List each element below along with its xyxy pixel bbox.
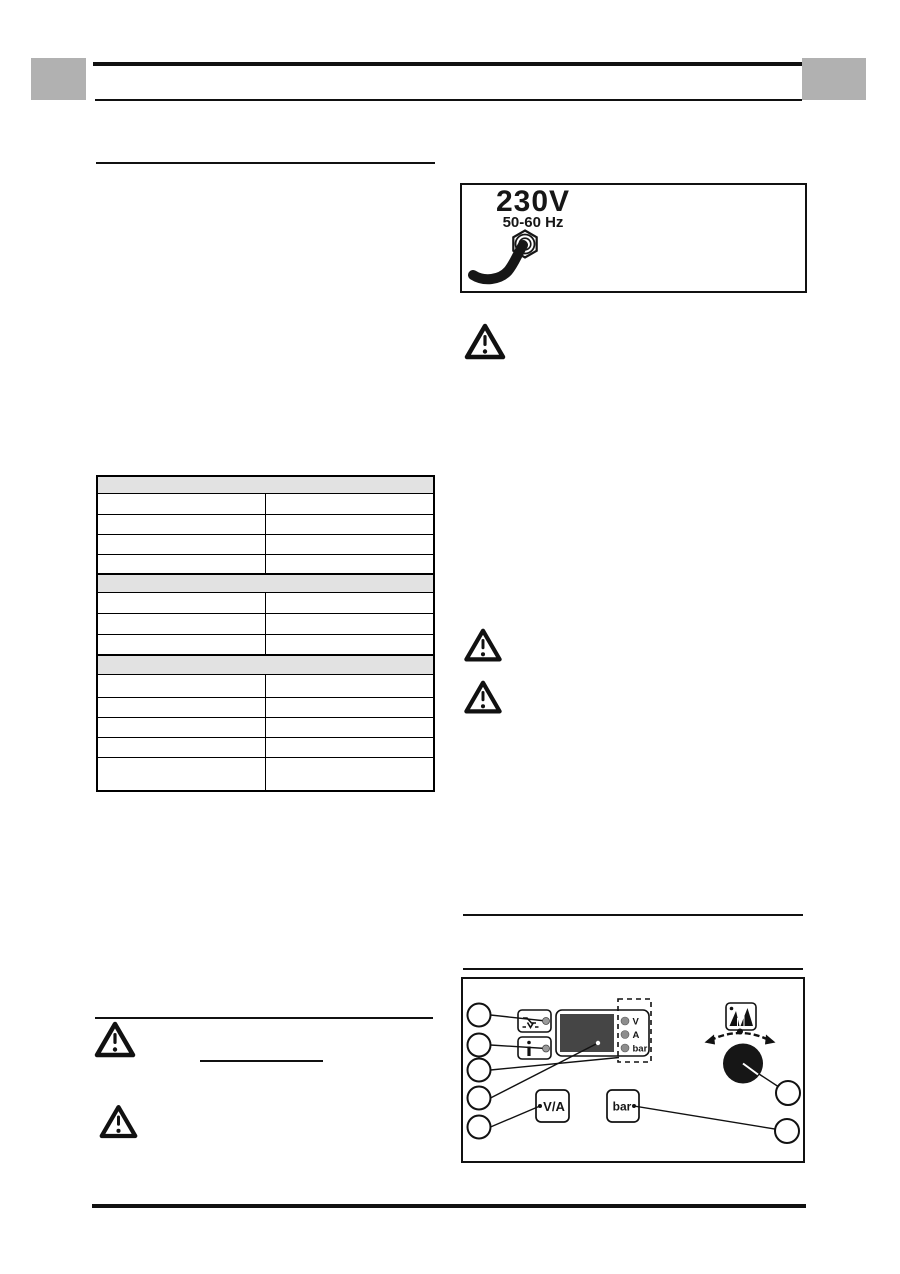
table-section-header [98, 573, 433, 592]
table-row [98, 674, 433, 697]
callout-circle-7 [775, 1119, 799, 1143]
technical-data-table [96, 475, 435, 792]
header-rule-thick [93, 62, 802, 66]
warning-icon [462, 627, 504, 664]
callout-circle-2 [468, 1034, 491, 1057]
display-screen [560, 1014, 614, 1052]
header-rule-thin [95, 99, 802, 101]
table-row [98, 737, 433, 757]
section-title-underline [96, 162, 435, 164]
table-row [98, 514, 433, 534]
section-title-underline [463, 914, 803, 916]
callout-circle-3 [468, 1059, 491, 1082]
screen-callout-dot [596, 1041, 600, 1045]
mains-frequency-label: 50-60 Hz [502, 214, 564, 231]
table-row [98, 554, 433, 573]
table-row [98, 592, 433, 613]
led-label-v: V [632, 1016, 639, 1028]
table-row [98, 534, 433, 554]
header-block-left [31, 58, 86, 100]
callout-circle-5 [468, 1116, 491, 1139]
power-cable-gland-icon [462, 185, 805, 291]
va-button-label: V/A [543, 1099, 565, 1114]
led-label-bar: bar [632, 1043, 648, 1055]
underlined-text-rule [200, 1060, 323, 1062]
table-row [98, 613, 433, 634]
table-section-header [98, 654, 433, 674]
current-icon [527, 1041, 531, 1056]
figure-top-rule [463, 968, 803, 970]
table-row [98, 493, 433, 514]
button-led [543, 1018, 550, 1025]
warning-icon [98, 1103, 139, 1141]
warning-icon [463, 322, 507, 362]
table-row [98, 634, 433, 654]
control-panel-figure [461, 977, 805, 1163]
warning-icon [93, 1020, 137, 1060]
mains-supply-figure [460, 183, 807, 293]
bar-callout-dot [632, 1104, 636, 1108]
table-row [98, 717, 433, 737]
led-label-a: A [632, 1030, 640, 1041]
callout-circle-6 [776, 1081, 800, 1105]
mains-voltage-label: 230V [495, 185, 571, 218]
header-block-right [802, 58, 866, 100]
table-row [98, 697, 433, 717]
va-callout-dot [538, 1104, 542, 1108]
button-led [543, 1045, 550, 1052]
callout-circle-4 [468, 1087, 491, 1110]
footer-rule [92, 1204, 806, 1208]
section-title-underline [95, 1017, 433, 1019]
table-row [98, 757, 433, 790]
bar-button-label: bar [612, 1099, 632, 1114]
callout-circle-1 [468, 1004, 491, 1027]
warning-icon [462, 679, 504, 716]
table-section-header [98, 477, 433, 493]
